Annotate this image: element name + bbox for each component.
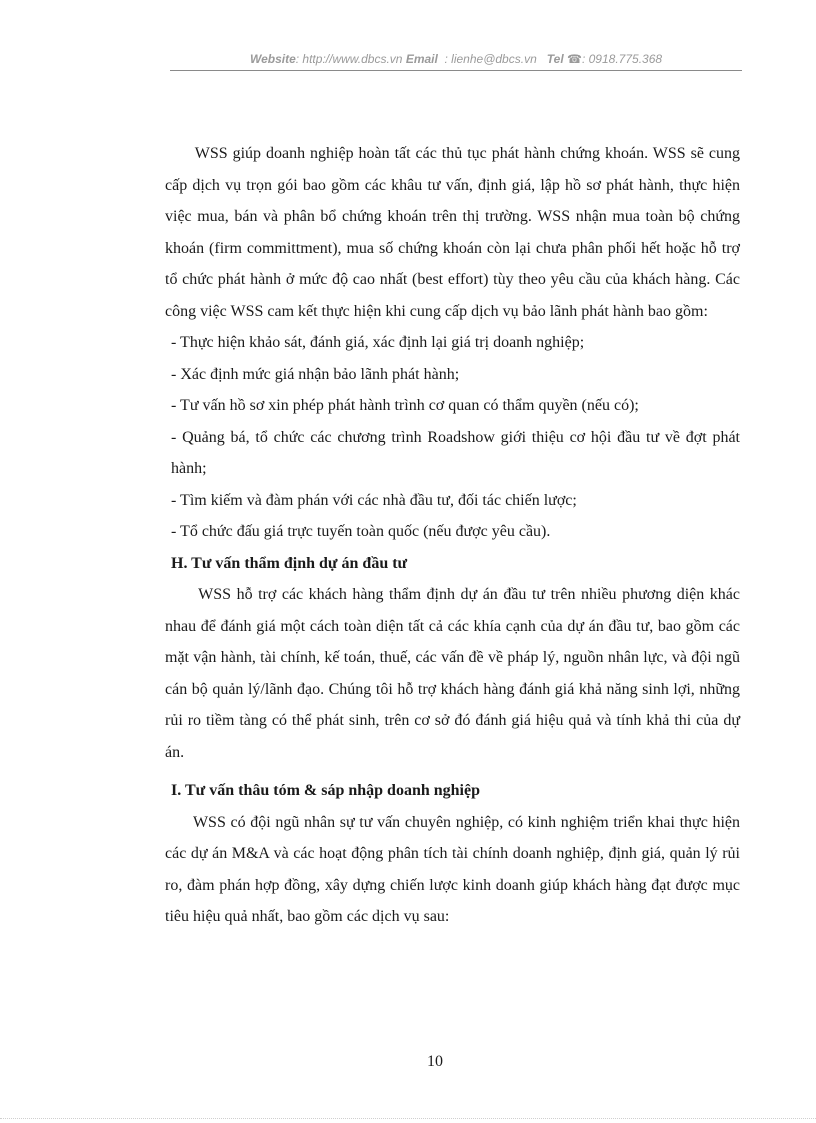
bullet-item: - Tư vấn hồ sơ xin phép phát hành trình cơ quan có thẩm quyền (nếu có); xyxy=(171,397,639,414)
website-label: Website xyxy=(249,52,296,66)
page-header xyxy=(170,52,742,66)
paragraph-mergers-acquisitions-text: WSS có đội ngũ nhân sự tư vấn chuyên nghiệp, có kinh nghiệm triển khai thực hiện các dự án M&A và các hoạt động phân tích tài chính doanh nghiệp, định giá, quản lý rủi ro, đàm phán hợp đồng, xây dựng chiến lược kinh doanh giúp khách hàng đạt được mục tiêu hiệu quả nhất, bao gồm các dịch vụ sau: xyxy=(165,813,741,925)
section-heading-h: H. Tư vấn thẩm định dự án đầu tư xyxy=(171,554,408,572)
paragraph-underwriting-text: WSS giúp doanh nghiệp hoàn tất các thủ tục phát hành chứng khoán. WSS sẽ cung cấp dịch vụ trọn gói bao gồm các khâu tư vấn, định giá, lập hồ sơ phát hành, thực hiện việc mua, bán và phân bổ chứng khoán trên thị trường. WSS nhận mua toàn bộ chứng khoán (firm committment), mua số chứng khoán còn lại chưa phân phối hết hoặc hỗ trợ tổ chức phát hành ở mức độ cao nhất (best effort) tùy theo yêu cầu của khách hàng. Các công việc WSS cam kết thực hiện khi cung cấp dịch vụ bảo lãnh phát hành bao gồm: xyxy=(165,145,740,320)
bullet-item: - Xác định mức giá nhận bảo lãnh phát hành; xyxy=(171,365,460,383)
page-number: 10 xyxy=(427,1053,443,1070)
paragraph-investment-appraisal xyxy=(165,579,740,768)
email-separator: : xyxy=(444,52,452,66)
email-label: Email xyxy=(405,52,438,66)
bullet-item: - Tổ chức đấu giá trực tuyến toàn quốc (nếu được yêu cầu). xyxy=(171,523,551,540)
website-url: http://www.dbcs.vn xyxy=(302,52,403,66)
paragraph-underwriting xyxy=(165,138,740,327)
bullet-item: - Quảng bá, tổ chức các chương trình Roadshow giới thiệu cơ hội đầu tư về đợt phát hành; xyxy=(171,428,740,477)
bullet-item: - Thực hiện khảo sát, đánh giá, xác định lại giá trị doanh nghiệp; xyxy=(171,334,585,351)
telephone-icon: ☎ xyxy=(567,52,582,66)
tel-label: Tel xyxy=(546,52,564,66)
footer-dotted-line xyxy=(0,1118,816,1119)
website-separator: : xyxy=(295,52,303,66)
paragraph-investment-appraisal-text: WSS hỗ trợ các khách hàng thẩm định dự án đầu tư trên nhiều phương diện khác nhau để đánh giá một cách toàn diện tất cả các khía cạnh của dự án đầu tư, bao gồm các mặt vận hành, tài chính, kế toán, thuế, các vấn đề về pháp lý, nguồn nhân lực, và đội ngũ cán bộ quản lý/lãnh đạo. Chúng tôi hỗ trợ khách hàng đánh giá khả năng sinh lợi, những rủi ro tiềm tàng có thể phát sinh, trên cơ sở đó đánh giá hiệu quả và tính khả thi của dự án. xyxy=(165,586,740,761)
section-heading-i: I. Tư vấn thâu tóm & sáp nhập doanh nghiệp xyxy=(171,782,480,799)
paragraph-mergers-acquisitions xyxy=(165,807,740,933)
header-rule xyxy=(170,70,742,71)
tel-number: : 0918.775.368 xyxy=(581,52,663,66)
page-content xyxy=(165,138,740,933)
email-address: lienhe@dbcs.vn xyxy=(451,52,537,66)
bullet-item: - Tìm kiếm và đàm phán với các nhà đầu tư, đối tác chiến lược; xyxy=(171,491,577,509)
